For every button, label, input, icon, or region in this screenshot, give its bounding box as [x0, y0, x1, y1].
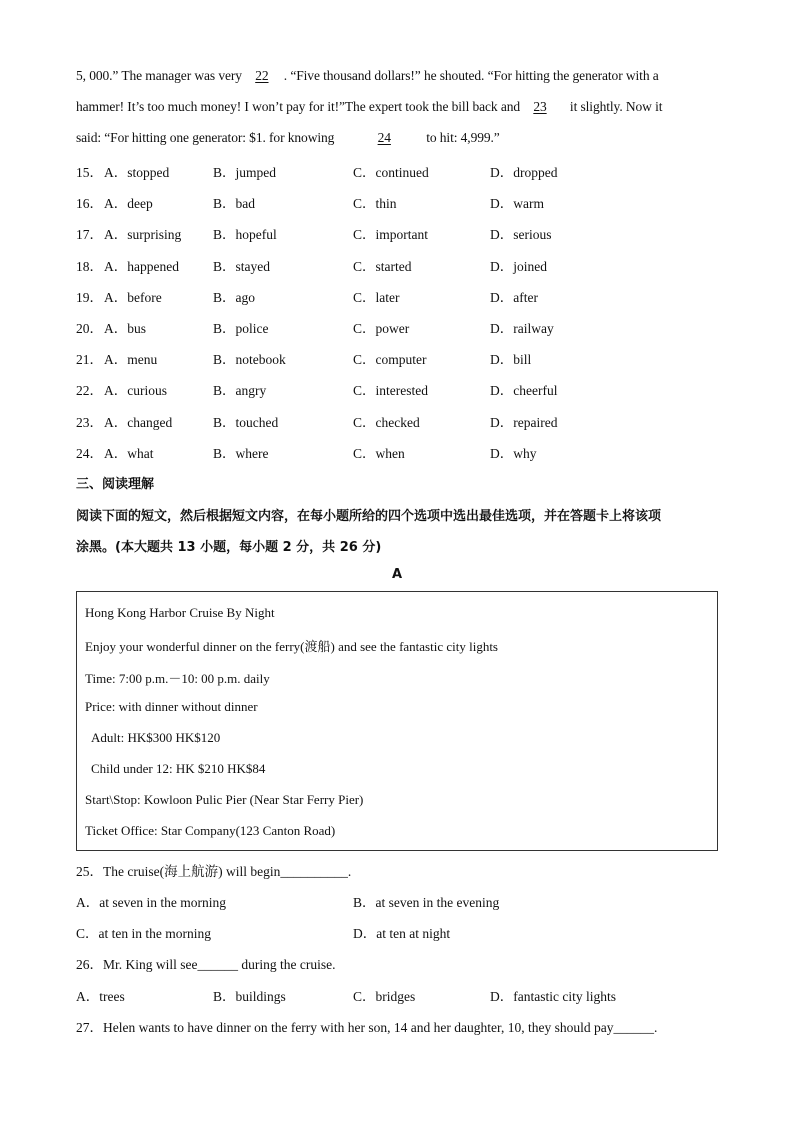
option-c: C．important: [353, 227, 428, 242]
option-a: A．deep: [104, 196, 153, 211]
blank-23: 23: [533, 99, 547, 114]
option-c: C．continued: [353, 165, 429, 180]
ad-time: Time: 7:00 p.m.－10: 00 p.m. daily: [85, 671, 270, 686]
option-d: D．serious: [490, 227, 552, 242]
option-b: B．notebook: [213, 352, 286, 367]
option-d: D．warm: [490, 196, 544, 211]
cruise-ad-box: [76, 591, 718, 851]
option-c: C．interested: [353, 383, 428, 398]
cloze-option-row: [76, 192, 726, 210]
passage-line-1: [76, 68, 659, 84]
option-c: C．thin: [353, 196, 397, 211]
cloze-option-row: [76, 411, 726, 429]
ad-child-price: Child under 12: HK $210 HK$84: [91, 761, 266, 776]
question-25: 25．The cruise(海上航游) will begin__________.: [76, 864, 352, 879]
option-a: A．changed: [104, 415, 173, 430]
option-c: C．at ten in the morning: [76, 926, 211, 941]
option-d: D．bill: [490, 352, 532, 367]
option-c: C．computer: [353, 352, 427, 367]
question-27: 27．Helen wants to have dinner on the ferry with her son, 14 and her daughter, 10, they should pay______.: [76, 1020, 658, 1035]
option-a: A．happened: [104, 259, 179, 274]
option-b: B．stayed: [213, 259, 270, 274]
cloze-option-row: [76, 348, 726, 366]
option-d: D．fantastic city lights: [490, 989, 616, 1004]
section-instruction: 阅读下面的短文，然后根据短文内容，在每小题所给的四个选项中选出最佳选项，并在答题卡上将该项: [76, 509, 662, 524]
option-c: C．bridges: [353, 989, 416, 1004]
question-number: 17．: [76, 227, 103, 242]
question-number: 21．: [76, 352, 103, 367]
cloze-option-row: [76, 286, 726, 304]
option-d: D．after: [490, 290, 538, 305]
option-a: A．stopped: [104, 165, 170, 180]
option-b: B．bad: [213, 196, 255, 211]
cloze-option-row: [76, 161, 726, 179]
question-26-options: [76, 985, 726, 1003]
passage-text: to hit: 4,999.”: [426, 130, 500, 145]
option-b: B．touched: [213, 415, 279, 430]
ad-ticket-office: Ticket Office: Star Company(123 Canton Road): [85, 823, 336, 838]
option-b: B．angry: [213, 383, 267, 398]
option-b: B．hopeful: [213, 227, 277, 242]
cloze-option-row: [76, 317, 726, 335]
blank-24: 24: [377, 130, 391, 145]
passage-label: A: [391, 567, 403, 582]
question-25-options-row-1: [76, 891, 726, 909]
option-d: D．railway: [490, 321, 554, 336]
option-c: C．power: [353, 321, 410, 336]
question-number: 15．: [76, 165, 103, 180]
option-a: A．before: [104, 290, 162, 305]
cloze-option-row: [76, 379, 726, 397]
option-c: C．started: [353, 259, 412, 274]
option-d: D．dropped: [490, 165, 558, 180]
cloze-option-row: [76, 442, 726, 460]
passage-line-3: [76, 130, 500, 146]
question-26: 26．Mr. King will see______ during the cruise.: [76, 957, 336, 972]
option-a: A．at seven in the morning: [76, 895, 226, 910]
option-d: D．at ten at night: [353, 926, 451, 941]
option-b: B．police: [213, 321, 269, 336]
passage-text: it slightly. Now it: [569, 99, 663, 114]
option-d: D．why: [490, 446, 537, 461]
passage-text: said: “For hitting one generator: $1. for knowing: [76, 130, 335, 145]
question-25-options-row-2: [76, 922, 726, 940]
option-d: D．repaired: [490, 415, 558, 430]
option-c: C．later: [353, 290, 400, 305]
passage-text: 5, 000.” The manager was very: [76, 68, 242, 83]
option-c: C．when: [353, 446, 405, 461]
option-a: A．surprising: [104, 227, 182, 242]
blank-22: 22: [255, 68, 269, 83]
question-number: 18．: [76, 259, 103, 274]
cloze-option-row: [76, 255, 726, 273]
option-b: B．buildings: [213, 989, 286, 1004]
question-number: 22．: [76, 383, 103, 398]
option-a: A．menu: [104, 352, 158, 367]
ad-price: Price: with dinner without dinner: [85, 699, 258, 714]
ad-intro: Enjoy your wonderful dinner on the ferry(渡船) and see the fantastic city lights: [85, 639, 498, 654]
question-number: 24．: [76, 446, 103, 461]
option-a: A．trees: [76, 989, 125, 1004]
ad-stop: Start\Stop: Kowloon Pulic Pier (Near Star Ferry Pier): [85, 792, 364, 807]
section-title: 三、阅读理解: [76, 477, 155, 492]
question-number: 19．: [76, 290, 103, 305]
option-a: A．curious: [104, 383, 167, 398]
option-b: B．ago: [213, 290, 255, 305]
option-d: D．cheerful: [490, 383, 558, 398]
option-b: B．at seven in the evening: [353, 895, 500, 910]
option-a: A．what: [104, 446, 154, 461]
question-number: 23．: [76, 415, 103, 430]
option-c: C．checked: [353, 415, 420, 430]
option-b: B．where: [213, 446, 269, 461]
ad-adult-price: Adult: HK$300 HK$120: [91, 730, 221, 745]
question-number: 16．: [76, 196, 103, 211]
question-number: 20．: [76, 321, 103, 336]
passage-line-2: [76, 99, 662, 115]
cloze-option-row: [76, 223, 726, 241]
section-instruction: 涂黑。(本大题共 13 小题，每小题 2 分，共 26 分): [76, 540, 382, 555]
passage-text: . “Five thousand dollars!” he shouted. “For hitting the generator with a: [283, 68, 659, 83]
option-a: A．bus: [104, 321, 147, 336]
option-b: B．jumped: [213, 165, 276, 180]
passage-text: hammer! It’s too much money! I won’t pay for it!”The expert took the bill back and: [76, 99, 521, 114]
option-d: D．joined: [490, 259, 547, 274]
ad-title: Hong Kong Harbor Cruise By Night: [85, 605, 275, 620]
